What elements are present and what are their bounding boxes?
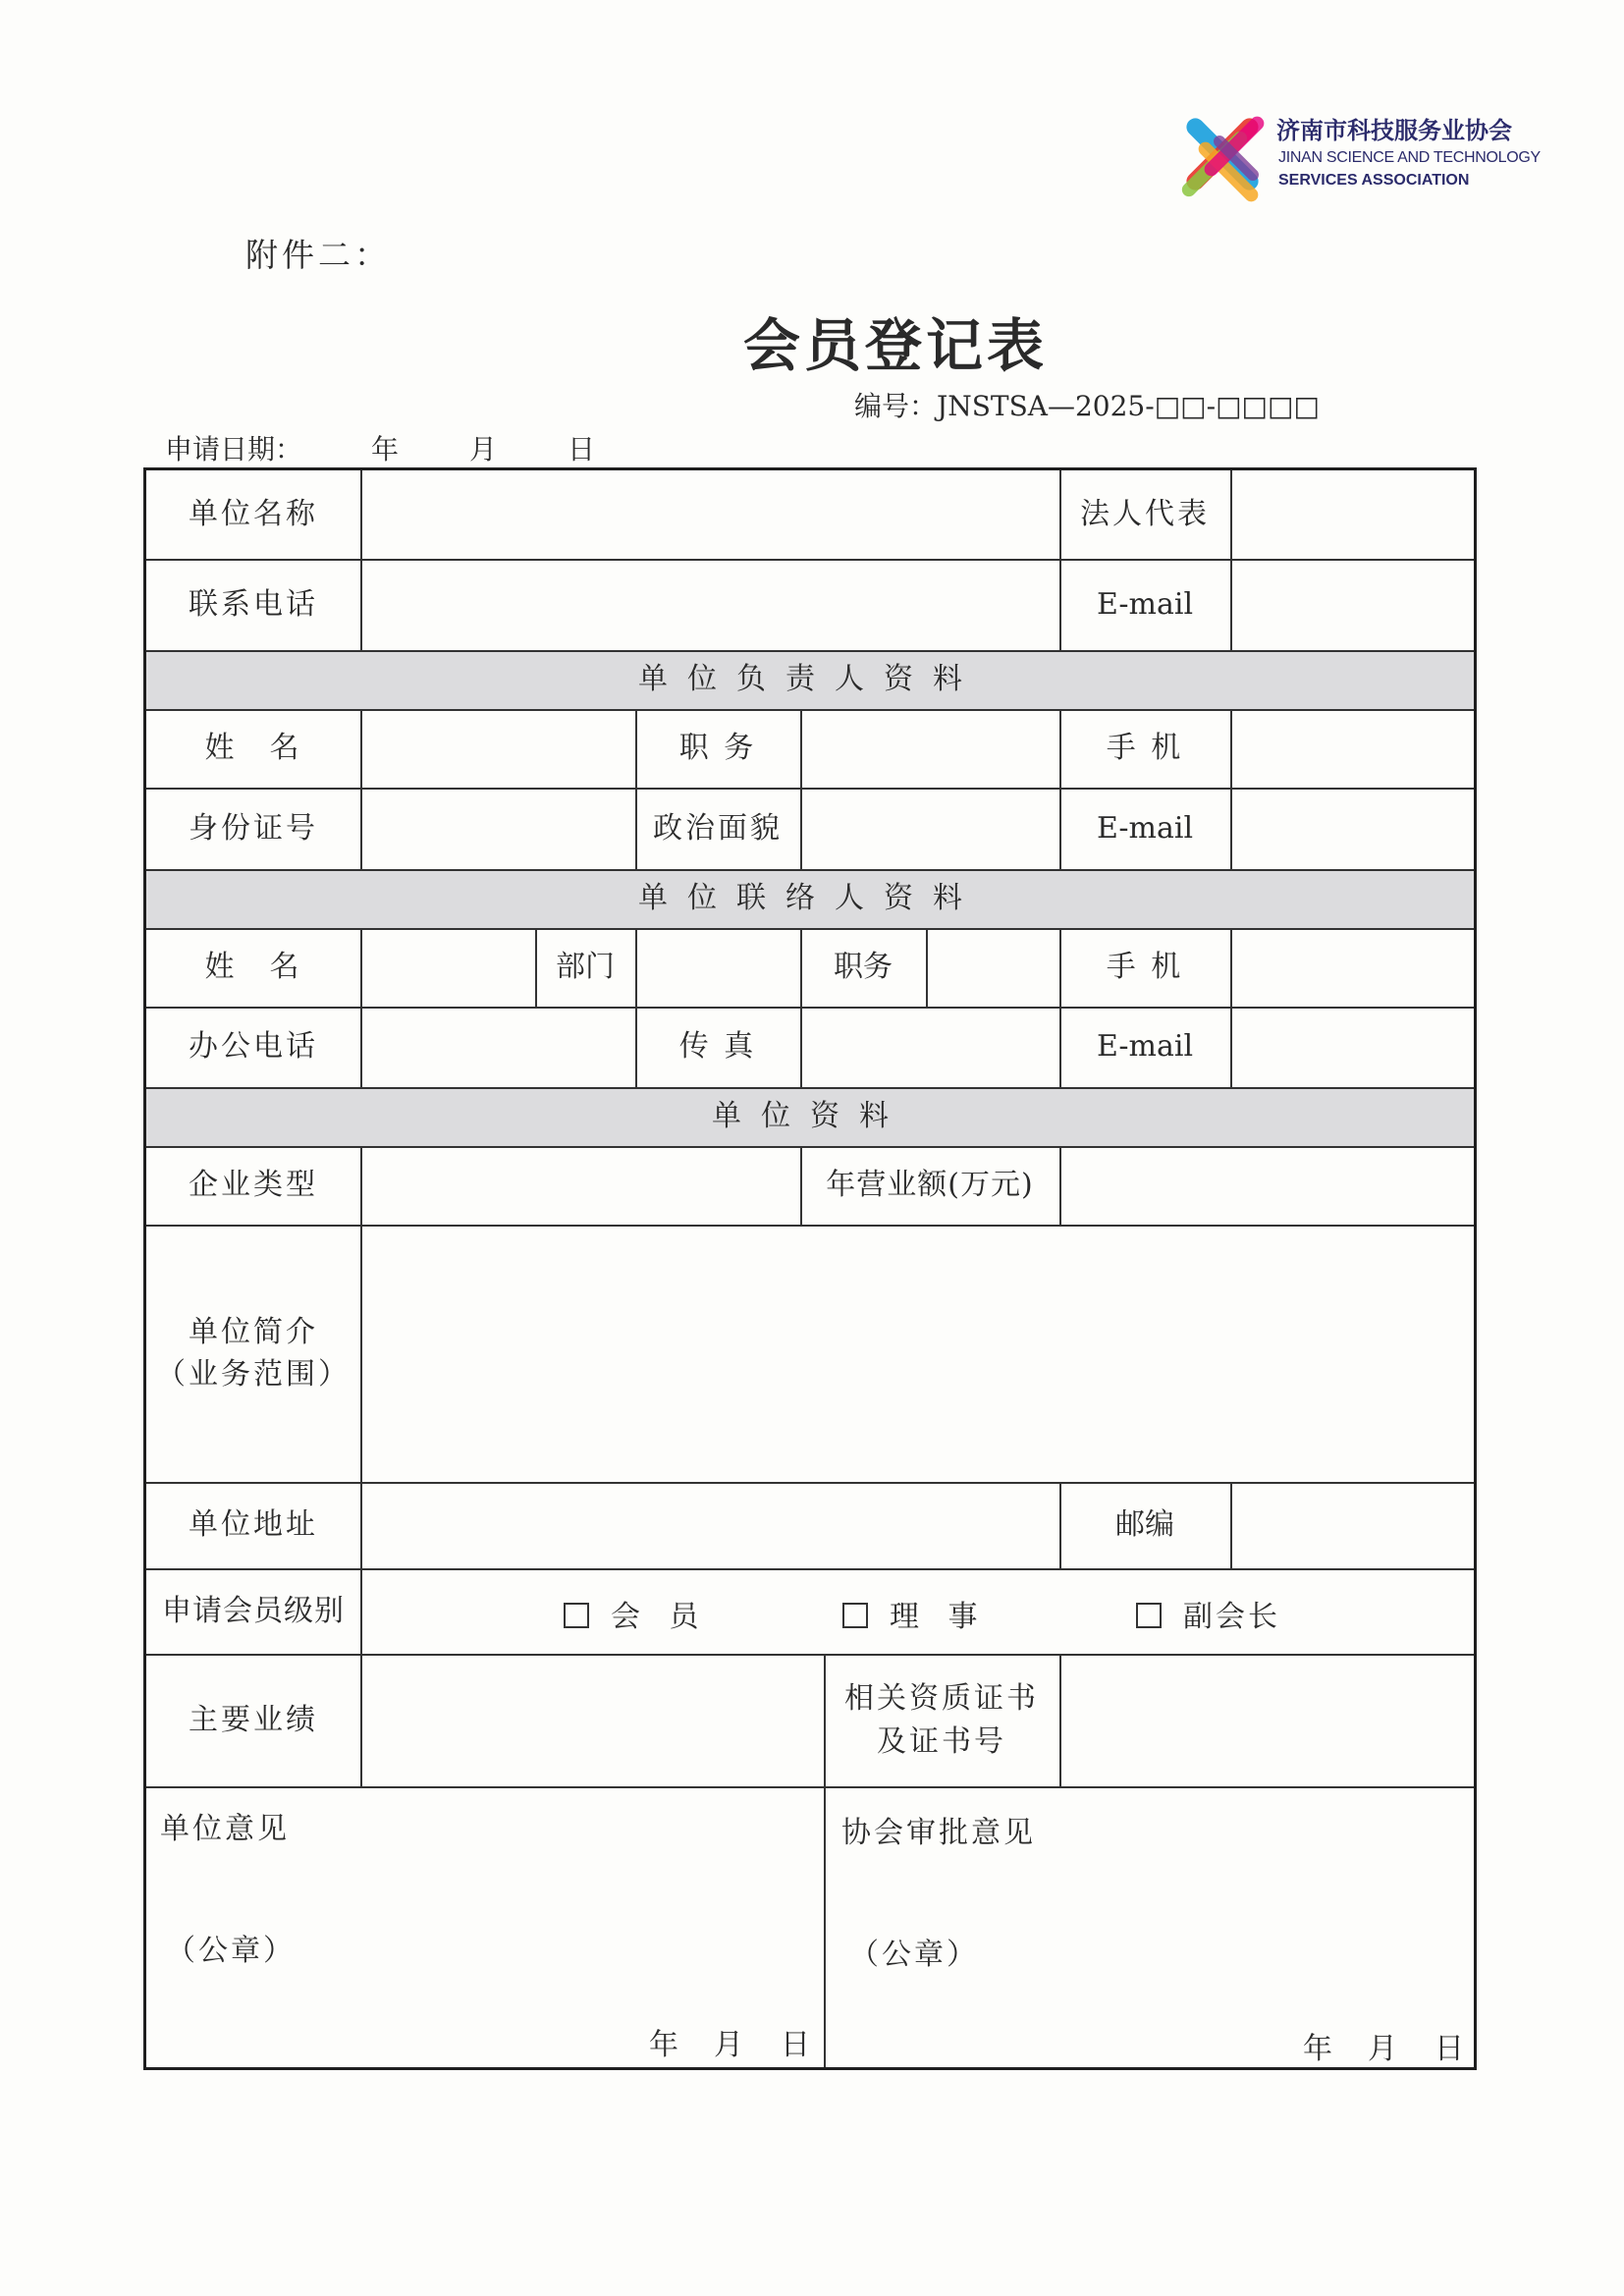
label-department: 部门 bbox=[556, 950, 615, 985]
label-postcode: 邮编 bbox=[1115, 1507, 1174, 1543]
label-profile-line1: 单位简介 bbox=[189, 1314, 318, 1349]
logo-name-en-1: JINAN SCIENCE AND TECHNOLOGY bbox=[1278, 149, 1541, 166]
option-vice-president-label: 副会长 bbox=[1183, 1600, 1280, 1634]
label-leader-mobile: 手 机 bbox=[1106, 731, 1184, 766]
label-fax: 传 真 bbox=[678, 1029, 757, 1065]
label-certificates bbox=[824, 1654, 1059, 1786]
contact-position-field[interactable] bbox=[928, 928, 1059, 1007]
apply-date-label: 申请日期： bbox=[165, 433, 303, 465]
apply-date-year: 年 bbox=[371, 433, 400, 465]
leader-mobile-field[interactable] bbox=[1232, 709, 1474, 788]
label-id-number: 身份证号 bbox=[189, 810, 318, 846]
unit-name-field[interactable] bbox=[362, 470, 1059, 559]
label-unit-opinion: 单位意见 bbox=[160, 1812, 290, 1846]
checkbox-director[interactable] bbox=[842, 1603, 868, 1628]
label-member-level: 申请会员级别 bbox=[162, 1593, 345, 1628]
apply-date-day: 日 bbox=[568, 433, 596, 465]
department-field[interactable] bbox=[637, 928, 800, 1007]
label-phone: 联系电话 bbox=[189, 586, 318, 622]
unit-date-day: 日 bbox=[781, 2028, 813, 2062]
label-legal-rep: 法人代表 bbox=[1080, 497, 1210, 532]
option-vice-president[interactable] bbox=[1136, 1592, 1280, 1635]
contact-name-field[interactable] bbox=[362, 928, 535, 1007]
unit-date-month: 月 bbox=[714, 2028, 746, 2062]
label-assoc-opinion: 协会审批意见 bbox=[841, 1816, 1036, 1850]
phone-field[interactable] bbox=[362, 559, 1059, 650]
unit-seal-label: （公章） bbox=[166, 1934, 296, 1968]
apply-date bbox=[165, 428, 595, 467]
political-status-field[interactable] bbox=[802, 788, 1059, 869]
label-company-type: 企业类型 bbox=[189, 1168, 318, 1203]
serial-number: 编号：JNSTSA—2025-□□-□□□□ bbox=[854, 390, 1320, 422]
page-title-text: 会员登记表 bbox=[742, 312, 1048, 379]
label-contact-position: 职务 bbox=[834, 950, 893, 985]
leader-email-field[interactable] bbox=[1232, 788, 1474, 869]
id-number-field[interactable] bbox=[362, 788, 635, 869]
company-type-field[interactable] bbox=[362, 1146, 800, 1225]
attachment-label: 附件二： bbox=[245, 236, 391, 274]
label-contact-email: E-mail bbox=[1096, 1029, 1194, 1065]
label-profile-line2: （业务范围） bbox=[156, 1357, 351, 1392]
label-leader-email: E-mail bbox=[1096, 810, 1194, 846]
contact-mobile-field[interactable] bbox=[1232, 928, 1474, 1007]
assoc-seal-label: （公章） bbox=[849, 1938, 979, 1972]
label-contact-mobile: 手 机 bbox=[1106, 950, 1184, 985]
postcode-field[interactable] bbox=[1232, 1482, 1474, 1568]
label-certificates-line1: 相关资质证书 bbox=[844, 1681, 1039, 1716]
option-member-label: 会 员 bbox=[611, 1600, 709, 1634]
label-annual-revenue: 年营业额(万元) bbox=[826, 1168, 1034, 1203]
leader-position-field[interactable] bbox=[802, 709, 1059, 788]
option-director-label: 理 事 bbox=[890, 1600, 988, 1634]
label-address: 单位地址 bbox=[189, 1507, 318, 1543]
logo-mark-icon bbox=[1168, 93, 1276, 221]
section-title-leader: 单位负责人资料 bbox=[638, 662, 982, 697]
assoc-date-day: 日 bbox=[1435, 2032, 1467, 2066]
label-political-status: 政治面貌 bbox=[653, 810, 783, 846]
legal-rep-field[interactable] bbox=[1232, 470, 1474, 559]
address-field[interactable] bbox=[362, 1482, 1059, 1568]
option-member[interactable] bbox=[564, 1592, 709, 1635]
logo-name-en-2: SERVICES ASSOCIATION bbox=[1278, 172, 1470, 189]
profile-field[interactable] bbox=[362, 1225, 1474, 1482]
contact-email-field[interactable] bbox=[1232, 1007, 1474, 1087]
assoc-date-month: 月 bbox=[1368, 2032, 1400, 2066]
email-unit-field[interactable] bbox=[1232, 559, 1474, 650]
logo-name-cn: 济南市科技服务业协会 bbox=[1276, 117, 1512, 144]
label-email-unit: E-mail bbox=[1096, 586, 1194, 622]
fax-field[interactable] bbox=[802, 1007, 1059, 1087]
section-title-contact: 单位联络人资料 bbox=[638, 881, 982, 916]
assoc-date-year: 年 bbox=[1303, 2032, 1335, 2066]
registration-form-table bbox=[143, 467, 1477, 2070]
unit-date-year: 年 bbox=[649, 2028, 681, 2062]
section-title-unit: 单位资料 bbox=[712, 1099, 908, 1134]
certificates-field[interactable] bbox=[1061, 1654, 1474, 1786]
label-leader-name: 姓 名 bbox=[204, 731, 302, 766]
checkbox-member[interactable] bbox=[564, 1603, 589, 1628]
office-phone-field[interactable] bbox=[362, 1007, 635, 1087]
leader-name-field[interactable] bbox=[362, 709, 635, 788]
page-title bbox=[0, 300, 1624, 382]
option-director[interactable] bbox=[842, 1592, 988, 1635]
apply-date-month: 月 bbox=[469, 433, 498, 465]
label-achievements: 主要业绩 bbox=[189, 1702, 318, 1737]
label-profile bbox=[146, 1225, 360, 1482]
checkbox-vice-president[interactable] bbox=[1136, 1603, 1162, 1628]
label-contact-name: 姓 名 bbox=[204, 950, 302, 985]
label-office-phone: 办公电话 bbox=[189, 1029, 318, 1065]
achievements-field[interactable] bbox=[362, 1654, 824, 1786]
label-leader-position: 职 务 bbox=[678, 731, 757, 766]
label-unit-name: 单位名称 bbox=[189, 497, 318, 532]
annual-revenue-field[interactable] bbox=[1061, 1146, 1474, 1225]
label-certificates-line2: 及证书号 bbox=[877, 1723, 1006, 1759]
association-logo bbox=[1168, 93, 1541, 221]
